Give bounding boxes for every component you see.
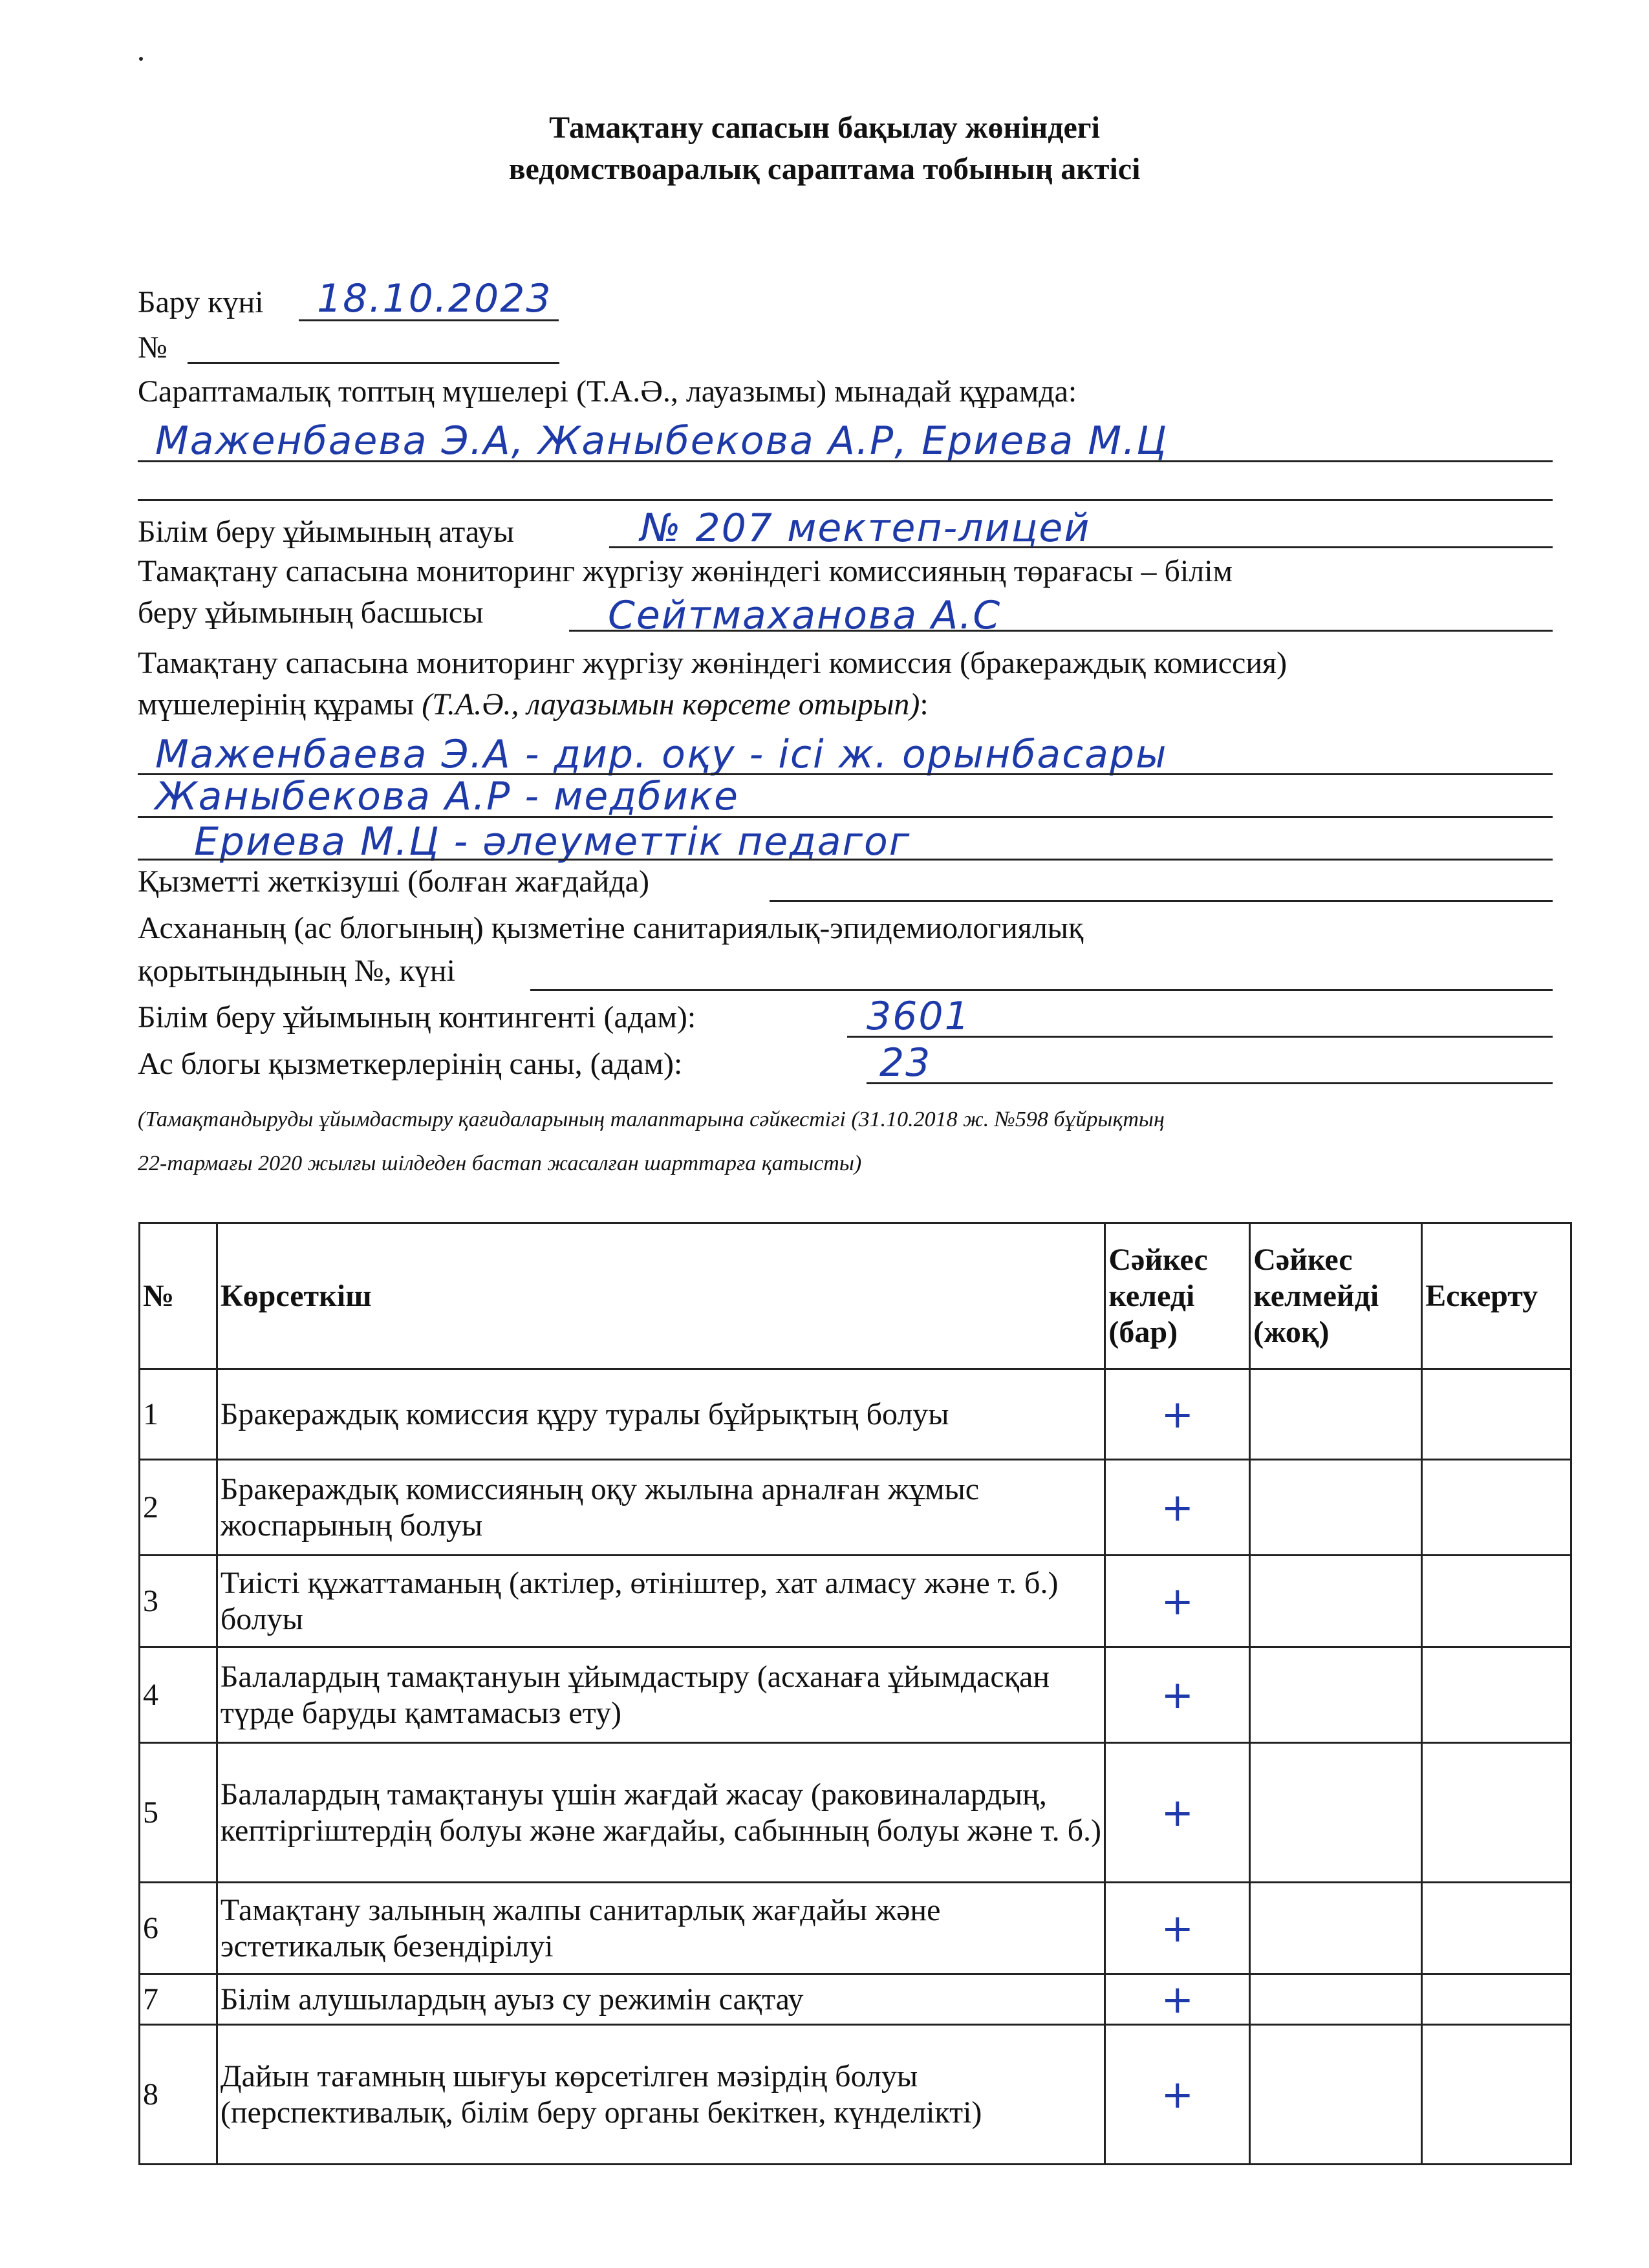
- remark-cell[interactable]: [1422, 1647, 1571, 1743]
- commission-underline-3: [138, 859, 1553, 861]
- header-no: Сәйкес келмейді (жоқ): [1250, 1223, 1422, 1369]
- yes-mark-cell[interactable]: +: [1105, 1974, 1250, 2025]
- sanitary-underline: [530, 989, 1553, 991]
- members-underline-1: [138, 460, 1553, 462]
- members-underline-2: [138, 499, 1553, 501]
- remark-cell[interactable]: [1422, 1369, 1571, 1460]
- yes-mark-cell[interactable]: +: [1105, 1460, 1250, 1556]
- row-num: 7: [140, 1974, 217, 2025]
- sanitary-label-2: қорытындының №, күні: [138, 954, 455, 988]
- no-mark-cell[interactable]: [1250, 2025, 1422, 2165]
- table-row: [140, 1743, 1571, 1883]
- chair-value[interactable]: Сейтмаханова А.С: [608, 593, 1002, 638]
- yes-mark-cell[interactable]: +: [1105, 1743, 1250, 1883]
- org-name-label: Білім беру ұйымының атауы: [138, 515, 514, 549]
- number-label: №: [138, 330, 167, 365]
- remark-cell[interactable]: [1422, 2025, 1571, 2165]
- commission-label-1: Тамақтану сапасына мониторинг жүргізу жөніндегі комиссия (бракераждық комиссия): [138, 646, 1288, 680]
- row-num: 3: [140, 1556, 217, 1647]
- scan-dot: [139, 57, 143, 61]
- header-num: №: [140, 1223, 217, 1369]
- staff-label: Ас блогы қызметкерлерінің саны, (адам):: [138, 1047, 683, 1081]
- no-mark-cell[interactable]: [1250, 1556, 1422, 1647]
- table-row: [140, 1460, 1571, 1556]
- number-underline: [188, 362, 559, 364]
- commission-label-2b: (Т.А.Ә., лауазымын көрсете отырып): [422, 687, 920, 722]
- no-mark-cell[interactable]: [1250, 1369, 1422, 1460]
- table-row: [140, 1369, 1571, 1460]
- row-num: 8: [140, 2025, 217, 2165]
- sanitary-label-1: Асхананың (ас блогының) қызметіне санитариялық-эпидемиологиялық: [138, 911, 1084, 945]
- row-indicator: Балалардың тамақтануы үшін жағдай жасау (раковиналардың, кептіргіштердің болуы және жағдайы, сабынның болуы және т. б.): [217, 1743, 1105, 1883]
- commission-member-2[interactable]: Жаныбекова А.Р - медбике: [155, 774, 739, 819]
- table-row: [140, 1647, 1571, 1743]
- yes-mark-cell[interactable]: +: [1105, 1883, 1250, 1974]
- row-indicator: Тамақтану залының жалпы санитарлық жағдайы және эстетикалық безендірілуі: [217, 1883, 1105, 1974]
- contingent-label: Білім беру ұйымының контингенті (адам):: [138, 1000, 696, 1034]
- no-mark-cell[interactable]: [1250, 1743, 1422, 1883]
- remark-cell[interactable]: [1422, 1974, 1571, 2025]
- contingent-value[interactable]: 3601: [867, 994, 971, 1039]
- header-note: Ескерту: [1422, 1223, 1571, 1369]
- regulation-note-1: (Тамақтандыруды ұйымдастыру қағидаларының талаптарына сәйкестігі (31.10.2018 ж. №598 бұйрықтың: [138, 1107, 1165, 1131]
- row-indicator: Бракераждық комиссияның оқу жылына арналған жұмыс жоспарының болуы: [217, 1460, 1105, 1556]
- remark-cell[interactable]: [1422, 1460, 1571, 1556]
- checklist-table: [138, 1222, 1572, 2165]
- table-row: [140, 2025, 1571, 2165]
- no-mark-cell[interactable]: [1250, 1647, 1422, 1743]
- staff-underline: [867, 1082, 1553, 1084]
- supplier-label: Қызметті жеткізуші (болған жағдайда): [138, 864, 649, 899]
- yes-mark-cell[interactable]: +: [1105, 1556, 1250, 1647]
- commission-member-1[interactable]: Маженбаева Э.А - дир. оқу - ісі ж. орынбасары: [155, 732, 1168, 777]
- row-indicator: Білім алушылардың ауыз су режимін сақтау: [217, 1974, 1105, 2025]
- table-row: [140, 1556, 1571, 1647]
- members-value[interactable]: Маженбаева Э.А, Жаныбекова А.Р, Ериева М.Ц: [155, 418, 1168, 464]
- row-num: 1: [140, 1369, 217, 1460]
- supplier-underline: [770, 900, 1553, 902]
- staff-value[interactable]: 23: [879, 1040, 932, 1086]
- visit-date-value[interactable]: 18.10.2023: [317, 276, 552, 321]
- chair-label-2: беру ұйымының басшысы: [138, 595, 484, 630]
- row-indicator: Дайын тағамның шығуы көрсетілген мәзірдің болуы (перспективалық, білім беру органы бекіткен, күнделікті): [217, 2025, 1105, 2165]
- row-indicator: Бракераждық комиссия құру туралы бұйрықтың болуы: [217, 1369, 1105, 1460]
- commission-label-2a: мүшелерінің құрамы: [138, 687, 422, 722]
- title-line-1: Тамақтану сапасын бақылау жөніндегі: [549, 111, 1100, 145]
- commission-member-3[interactable]: Ериева М.Ц - әлеуметтік педагог: [194, 819, 911, 864]
- row-indicator: Тиісті құжаттаманың (актілер, өтініштер, хат алмасу және т. б.) болуы: [217, 1556, 1105, 1647]
- org-name-value[interactable]: № 207 мектеп-лицей: [640, 506, 1091, 551]
- header-yes: Сәйкес келеді (бар): [1105, 1223, 1250, 1369]
- header-indicator: Көрсеткіш: [217, 1223, 1105, 1369]
- row-indicator: Балалардың тамақтануын ұйымдастыру (асханаға ұйымдасқан түрде баруды қамтамасыз ету): [217, 1647, 1105, 1743]
- title-line-2: ведомствоаралық сараптама тобының актісі: [508, 152, 1141, 186]
- remark-cell[interactable]: [1422, 1883, 1571, 1974]
- chair-label-1: Тамақтану сапасына мониторинг жүргізу жөніндегі комиссияның төрағасы – білім: [138, 554, 1233, 588]
- no-mark-cell[interactable]: [1250, 1974, 1422, 2025]
- visit-date-label: Бару күні: [138, 285, 264, 319]
- members-label: Сараптамалық топтың мүшелері (Т.А.Ә., лауазымы) мынадай құрамда:: [138, 374, 1077, 409]
- remark-cell[interactable]: [1422, 1743, 1571, 1883]
- remark-cell[interactable]: [1422, 1556, 1571, 1647]
- row-num: 6: [140, 1883, 217, 1974]
- table-row: [140, 1974, 1571, 2025]
- no-mark-cell[interactable]: [1250, 1883, 1422, 1974]
- regulation-note-2: 22-тармағы 2020 жылғы шілдеден бастап жасалған шарттарға қатысты): [138, 1151, 862, 1175]
- row-num: 5: [140, 1743, 217, 1883]
- table-header-row: [140, 1223, 1571, 1369]
- commission-label-2: [138, 687, 929, 723]
- commission-underline-2: [138, 816, 1553, 818]
- table-row: [140, 1883, 1571, 1974]
- row-num: 4: [140, 1647, 217, 1743]
- row-num: 2: [140, 1460, 217, 1556]
- no-mark-cell[interactable]: [1250, 1460, 1422, 1556]
- commission-label-2c: :: [920, 687, 929, 722]
- yes-mark-cell[interactable]: +: [1105, 1647, 1250, 1743]
- yes-mark-cell[interactable]: +: [1105, 2025, 1250, 2165]
- yes-mark-cell[interactable]: +: [1105, 1369, 1250, 1460]
